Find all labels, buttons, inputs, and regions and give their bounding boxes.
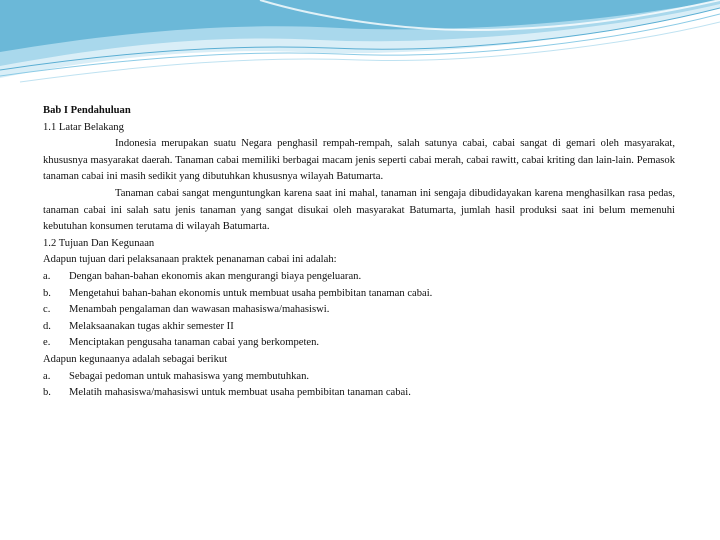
list-item-text: Menciptakan pengusaha tanaman cabai yang berkompeten. xyxy=(69,337,320,349)
list-marker: d. xyxy=(43,320,51,332)
list-item-text: Sebagai pedoman untuk mahasiswa yang membutuhkan. xyxy=(69,370,310,382)
paragraph-1: Indonesia merupakan suatu Negara penghasil rempah-rempah, salah satunya cabai, cabai sangat di gemari oleh masyarakat, khususnya masyarakat daerah. Tanaman cabai memiliki berbagai macam jenis seperti cabai merah, cabai rawitt, cabai kriting dan lain-lain. Pemasok tanaman cabai ini masih sedikit yang dibutuhkan khususnya wilayah Batumarta. xyxy=(43,138,675,183)
paragraph-2: Tanaman cabai sangat menguntungkan karena saat ini mahal, tanaman ini sengaja dibudidayakan karena menghasilkan rasa pedas, tanaman cabai ini salah satu jenis tanaman yang sangat disukai oleh masyarakat Batumarta, jumlah hasil produksi saat ini belum memenuhi kebutuhan konsumen terutama di wilayah Batumarta. xyxy=(43,187,675,233)
section-heading-tujuan: 1.2 Tujuan Dan Kegunaan xyxy=(43,237,155,249)
document-body xyxy=(43,103,675,402)
uses-intro: Adapun kegunaanya adalah sebagai berikut xyxy=(43,353,228,365)
goal-item-a xyxy=(43,269,675,286)
goal-item-d xyxy=(43,319,675,336)
list-item-text: Dengan bahan-bahan ekonomis akan mengurangi biaya pengeluaran. xyxy=(69,270,362,282)
list-marker: b. xyxy=(43,287,51,299)
goals-intro: Adapun tujuan dari pelaksanaan praktek penanaman cabai ini adalah: xyxy=(43,254,337,266)
list-marker: a. xyxy=(43,370,51,382)
list-item-text: Mengetahui bahan-bahan ekonomis untuk membuat usaha pembibitan tanaman cabai. xyxy=(69,287,433,299)
section-heading-latar-belakang: 1.1 Latar Belakang xyxy=(43,121,124,133)
list-marker: e. xyxy=(43,337,51,349)
list-item-text: Melaksaanakan tugas akhir semester II xyxy=(69,320,234,332)
use-item-b xyxy=(43,385,675,402)
goal-item-b xyxy=(43,286,675,303)
header-wave-decoration xyxy=(0,0,720,95)
list-marker: b. xyxy=(43,387,51,399)
goal-item-e xyxy=(43,335,675,352)
chapter-heading: Bab I Pendahuluan xyxy=(43,105,131,116)
list-marker: a. xyxy=(43,270,51,282)
list-marker: c. xyxy=(43,304,51,316)
use-item-a xyxy=(43,369,675,386)
goal-item-c xyxy=(43,302,675,319)
list-item-text: Menambah pengalaman dan wawasan mahasiswa/mahasiswi. xyxy=(69,304,330,316)
list-item-text: Melatih mahasiswa/mahasiswi untuk membuat usaha pembibitan tanaman cabai. xyxy=(69,387,411,399)
